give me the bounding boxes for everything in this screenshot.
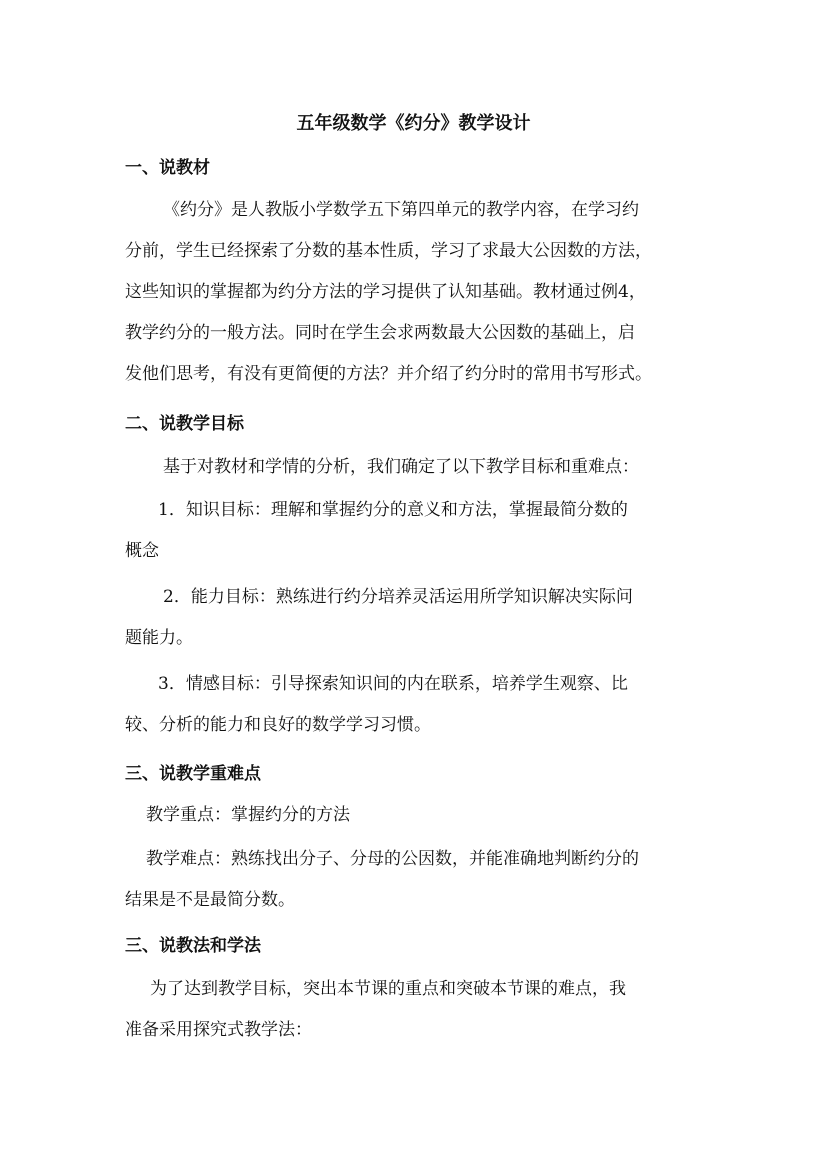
- goal-line: 较、分析的能力和良好的数学学习习惯。: [125, 715, 431, 735]
- paragraph-line: 准备采用探究式教学法：: [125, 1020, 312, 1040]
- goal-line: 3．情感目标：引导探索知识间的内在联系，培养学生观察、比: [158, 674, 628, 694]
- paragraph-line: 教学重点：掌握约分的方法: [146, 805, 350, 825]
- section-heading-goals: 二、说教学目标: [125, 414, 244, 434]
- section-heading-key-points: 三、说教学重难点: [125, 764, 261, 784]
- goal-line: 1．知识目标：理解和掌握约分的意义和方法，掌握最简分数的: [158, 500, 628, 520]
- paragraph-line: 结果是不是最简分数。: [125, 890, 295, 910]
- paragraph-line: 基于对教材和学情的分析，我们确定了以下教学目标和重难点：: [163, 457, 639, 477]
- paragraph-line: 教学约分的一般方法。同时在学生会求两数最大公因数的基础上，启: [125, 323, 635, 343]
- section-heading-textbook: 一、说教材: [125, 158, 210, 178]
- paragraph-line: 发他们思考，有没有更简便的方法？并介绍了约分时的常用书写形式。: [125, 364, 652, 384]
- paragraph-line: 教学难点：熟练找出分子、分母的公因数，并能准确地判断约分的: [146, 849, 639, 869]
- section-heading-methods: 三、说教法和学法: [125, 936, 261, 956]
- paragraph-line: 《约分》是人教版小学数学五下第四单元的教学内容，在学习约: [163, 200, 639, 220]
- paragraph-line: 分前，学生已经探索了分数的基本性质，学习了求最大公因数的方法，: [125, 241, 652, 261]
- document-title: 五年级数学《约分》教学设计: [296, 113, 531, 134]
- goal-line: 2．能力目标：熟练进行约分培养灵活运用所学知识解决实际问: [163, 587, 633, 607]
- goal-line: 概念: [125, 541, 159, 561]
- paragraph-line: 这些知识的掌握都为约分方法的学习提供了认知基础。教材通过例4，: [125, 282, 646, 302]
- goal-line: 题能力。: [125, 628, 193, 648]
- paragraph-line: 为了达到教学目标，突出本节课的重点和突破本节课的难点，我: [150, 979, 626, 999]
